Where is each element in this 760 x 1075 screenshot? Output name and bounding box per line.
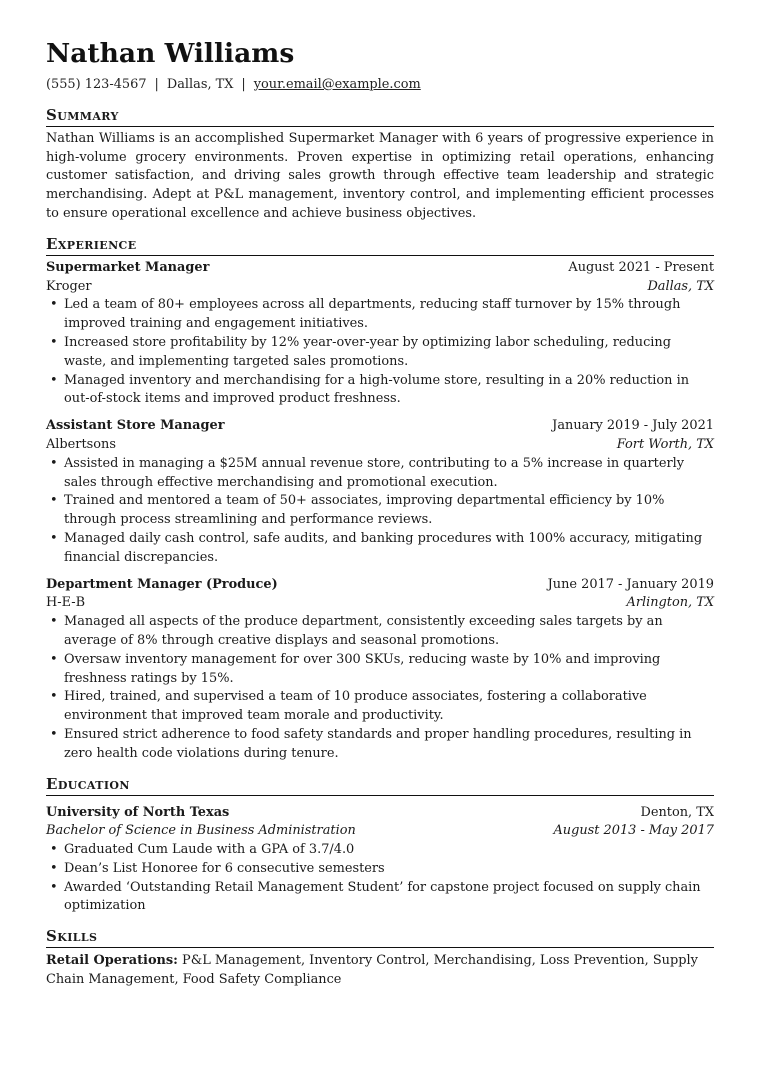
email-link[interactable]: your.email@example.com bbox=[253, 77, 421, 92]
company-name: Albertsons bbox=[46, 436, 116, 452]
skills-heading: Skills bbox=[46, 926, 714, 948]
bullet-item: • Awarded ‘Outstanding Retail Management Student’ for capstone project focused on supply chain optimization bbox=[64, 879, 714, 917]
summary-heading: Summary bbox=[46, 105, 714, 127]
company-name: Kroger bbox=[46, 278, 92, 294]
degree-name: Bachelor of Science in Business Administration bbox=[46, 823, 356, 839]
experience-entry bbox=[46, 576, 714, 764]
job-dates: June 2017 - January 2019 bbox=[547, 576, 714, 592]
education-heading: Education bbox=[46, 774, 714, 796]
experience-entry bbox=[46, 417, 714, 567]
bullet-item: • Led a team of 80+ employees across all departments, reducing staff turnover by 15% through improved training and engagement initiatives. bbox=[64, 296, 714, 334]
education-entry bbox=[46, 804, 714, 917]
job-location: Dallas, TX bbox=[647, 278, 714, 294]
job-title: Assistant Store Manager bbox=[46, 418, 225, 434]
bullet-item: • Graduated Cum Laude with a GPA of 3.7/4.0 bbox=[64, 841, 714, 860]
contact-line bbox=[46, 76, 714, 95]
job-dates: August 2021 - Present bbox=[568, 259, 714, 275]
contact-separator: | bbox=[241, 77, 246, 92]
bullet-item: • Trained and mentored a team of 50+ associates, improving departmental efficiency by 10% through process streamlining and performance reviews. bbox=[64, 492, 714, 530]
job-dates: January 2019 - July 2021 bbox=[552, 418, 714, 434]
job-title: Department Manager (Produce) bbox=[46, 576, 278, 592]
job-location: Fort Worth, TX bbox=[616, 436, 714, 452]
job-location: Arlington, TX bbox=[626, 595, 714, 611]
skills-category-label: Retail Operations: bbox=[46, 953, 178, 969]
bullet-item: • Ensured strict adherence to food safety standards and proper handling procedures, resulting in zero health code violations during tenure. bbox=[64, 726, 714, 764]
school-name: University of North Texas bbox=[46, 804, 230, 820]
bullet-item: • Managed daily cash control, safe audits, and banking procedures with 100% accuracy, mitigating financial discrepancies. bbox=[64, 530, 714, 568]
school-location: Denton, TX bbox=[640, 804, 714, 820]
experience-list bbox=[46, 259, 714, 764]
experience-entry bbox=[46, 259, 714, 409]
education-bullets bbox=[46, 841, 714, 916]
skills-line bbox=[46, 952, 714, 990]
education-dates: August 2013 - May 2017 bbox=[553, 823, 714, 839]
job-title: Supermarket Manager bbox=[46, 259, 210, 275]
job-bullets bbox=[46, 296, 714, 409]
summary-text: Nathan Williams is an accomplished Supermarket Manager with 6 years of progressive experience in high-volume grocery environments. Proven expertise in optimizing retail operations, enhancing customer satisfaction, and driving sales growth through effective team leadership and strategic merchandising. Adept at P&L management, inventory control, and implementing efficient processes to ensure operational excellence and achieve business objectives. bbox=[46, 130, 714, 221]
phone-number: (555) 123-4567 bbox=[46, 77, 147, 92]
bullet-item: • Oversaw inventory management for over 300 SKUs, reducing waste by 10% and improving freshness ratings by 15%. bbox=[64, 651, 714, 689]
bullet-item: • Assisted in managing a $25M annual revenue store, contributing to a 5% increase in quarterly sales through effective merchandising and promotional execution. bbox=[64, 455, 714, 493]
job-bullets bbox=[46, 455, 714, 568]
skills-list: P&L Management, Inventory Control, Merchandising, Loss Prevention, Supply Chain Management, Food Safety Compliance bbox=[46, 953, 698, 988]
contact-separator: | bbox=[154, 77, 159, 92]
job-bullets bbox=[46, 613, 714, 763]
company-name: H-E-B bbox=[46, 595, 86, 611]
bullet-item: • Increased store profitability by 12% year-over-year by optimizing labor scheduling, reducing waste, and implementing targeted sales promotions. bbox=[64, 334, 714, 372]
bullet-item: • Hired, trained, and supervised a team of 10 produce associates, fostering a collaborative environment that improved team morale and productivity. bbox=[64, 688, 714, 726]
experience-heading: Experience bbox=[46, 234, 714, 256]
location: Dallas, TX bbox=[166, 77, 234, 92]
bullet-item: • Dean’s List Honoree for 6 consecutive semesters bbox=[64, 860, 714, 879]
candidate-name: Nathan Williams bbox=[46, 38, 295, 69]
bullet-item: • Managed all aspects of the produce department, consistently exceeding sales targets by an average of 8% through creative displays and seasonal promotions. bbox=[64, 613, 714, 651]
bullet-item: • Managed inventory and merchandising for a high-volume store, resulting in a 20% reduction in out-of-stock items and improved product freshness. bbox=[64, 372, 714, 410]
